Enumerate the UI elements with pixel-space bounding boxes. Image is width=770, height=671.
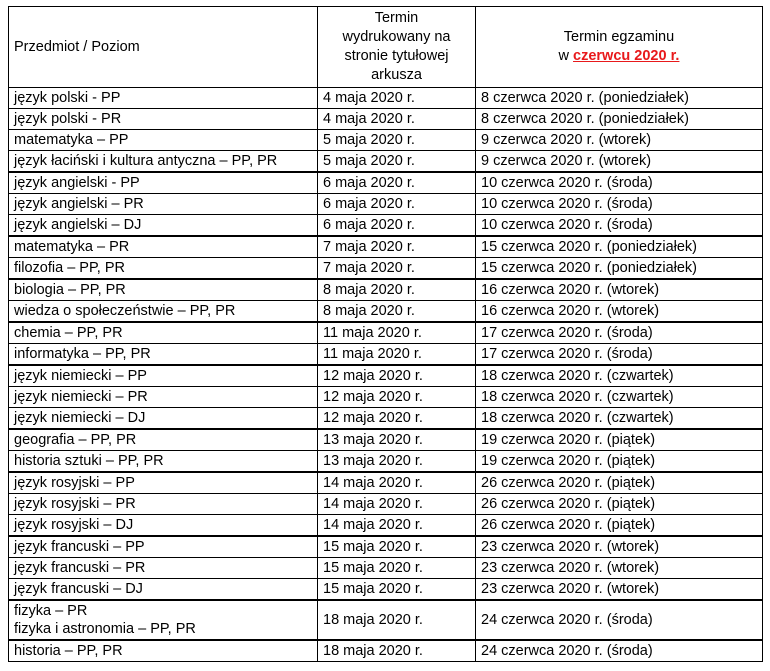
header-exam-date	[476, 7, 763, 88]
exam-date-cell: 26 czerwca 2020 r. (piątek)	[476, 494, 763, 515]
table-row	[9, 408, 763, 430]
subject-cell: język polski - PR	[9, 109, 318, 130]
exam-date-cell: 15 czerwca 2020 r. (poniedziałek)	[476, 236, 763, 258]
subject-cell: język francuski – PP	[9, 536, 318, 558]
subject-cell: język angielski - PP	[9, 172, 318, 194]
exam-date-cell: 24 czerwca 2020 r. (środa)	[476, 640, 763, 662]
subject-cell: język łaciński i kultura antyczna – PP, PR	[9, 151, 318, 173]
printed-date-cell: 4 maja 2020 r.	[318, 88, 476, 109]
table-row	[9, 258, 763, 280]
exam-date-cell: 15 czerwca 2020 r. (poniedziałek)	[476, 258, 763, 280]
exam-date-cell: 26 czerwca 2020 r. (piątek)	[476, 472, 763, 494]
table-row	[9, 600, 763, 640]
printed-date-cell: 13 maja 2020 r.	[318, 429, 476, 451]
printed-date-cell: 4 maja 2020 r.	[318, 109, 476, 130]
exam-date-cell: 18 czerwca 2020 r. (czwartek)	[476, 387, 763, 408]
subject-cell: język rosyjski – DJ	[9, 515, 318, 537]
printed-date-cell: 7 maja 2020 r.	[318, 236, 476, 258]
exam-date-cell: 24 czerwca 2020 r. (środa)	[476, 600, 763, 640]
exam-date-cell: 19 czerwca 2020 r. (piątek)	[476, 429, 763, 451]
table-row	[9, 322, 763, 344]
table-row	[9, 579, 763, 601]
printed-date-cell: 6 maja 2020 r.	[318, 215, 476, 237]
subject-cell: język niemiecki – DJ	[9, 408, 318, 430]
table-row	[9, 451, 763, 473]
exam-date-cell: 23 czerwca 2020 r. (wtorek)	[476, 579, 763, 601]
subject-cell: wiedza o społeczeństwie – PP, PR	[9, 301, 318, 323]
header-printed-date	[318, 7, 476, 88]
header-exam-prefix: w	[558, 48, 574, 64]
table-row	[9, 558, 763, 579]
printed-date-cell: 6 maja 2020 r.	[318, 194, 476, 215]
header-printed-line-3: stronie tytułowej	[344, 48, 449, 64]
table-row	[9, 515, 763, 537]
printed-date-cell: 7 maja 2020 r.	[318, 258, 476, 280]
table-row	[9, 88, 763, 109]
header-subject: Przedmiot / Poziom	[9, 7, 318, 88]
header-exam-line-1: Termin egzaminu	[563, 29, 675, 45]
subject-cell: język rosyjski – PR	[9, 494, 318, 515]
exam-date-cell: 9 czerwca 2020 r. (wtorek)	[476, 151, 763, 173]
table-row	[9, 536, 763, 558]
exam-date-cell: 8 czerwca 2020 r. (poniedziałek)	[476, 109, 763, 130]
subject-cell: język angielski – DJ	[9, 215, 318, 237]
table-row	[9, 365, 763, 387]
printed-date-cell: 18 maja 2020 r.	[318, 600, 476, 640]
subject-cell: język niemiecki – PR	[9, 387, 318, 408]
printed-date-cell: 13 maja 2020 r.	[318, 451, 476, 473]
printed-date-cell: 8 maja 2020 r.	[318, 279, 476, 301]
exam-schedule-table	[8, 6, 763, 662]
subject-cell: matematyka – PR	[9, 236, 318, 258]
exam-date-cell: 18 czerwca 2020 r. (czwartek)	[476, 365, 763, 387]
subject-cell: język polski - PP	[9, 88, 318, 109]
subject-cell	[9, 600, 318, 640]
exam-date-cell: 19 czerwca 2020 r. (piątek)	[476, 451, 763, 473]
header-printed-line-1: Termin	[374, 10, 419, 26]
exam-date-cell: 8 czerwca 2020 r. (poniedziałek)	[476, 88, 763, 109]
table-row	[9, 130, 763, 151]
subject-cell: geografia – PP, PR	[9, 429, 318, 451]
printed-date-cell: 5 maja 2020 r.	[318, 151, 476, 173]
subject-cell: biologia – PP, PR	[9, 279, 318, 301]
table-row	[9, 429, 763, 451]
table-row	[9, 494, 763, 515]
subject-cell: informatyka – PP, PR	[9, 344, 318, 366]
table-row	[9, 279, 763, 301]
subject-cell: język niemiecki – PP	[9, 365, 318, 387]
exam-date-cell: 23 czerwca 2020 r. (wtorek)	[476, 536, 763, 558]
table-row	[9, 301, 763, 323]
exam-date-cell: 10 czerwca 2020 r. (środa)	[476, 215, 763, 237]
printed-date-cell: 11 maja 2020 r.	[318, 322, 476, 344]
printed-date-cell: 14 maja 2020 r.	[318, 494, 476, 515]
printed-date-cell: 11 maja 2020 r.	[318, 344, 476, 366]
subject-cell: historia – PP, PR	[9, 640, 318, 662]
subject-cell: język francuski – PR	[9, 558, 318, 579]
exam-date-cell: 9 czerwca 2020 r. (wtorek)	[476, 130, 763, 151]
exam-date-cell: 10 czerwca 2020 r. (środa)	[476, 194, 763, 215]
header-printed-line-2: wydrukowany na	[342, 29, 451, 45]
table-row	[9, 236, 763, 258]
printed-date-cell: 12 maja 2020 r.	[318, 408, 476, 430]
exam-date-cell: 16 czerwca 2020 r. (wtorek)	[476, 279, 763, 301]
table-row	[9, 151, 763, 173]
subject-cell: filozofia – PP, PR	[9, 258, 318, 280]
header-printed-line-4: arkusza	[371, 67, 422, 83]
subject-line-1: fizyka – PR	[14, 603, 88, 619]
subject-cell: chemia – PP, PR	[9, 322, 318, 344]
exam-date-cell: 26 czerwca 2020 r. (piątek)	[476, 515, 763, 537]
printed-date-cell: 6 maja 2020 r.	[318, 172, 476, 194]
exam-date-cell: 17 czerwca 2020 r. (środa)	[476, 344, 763, 366]
subject-line-2: fizyka i astronomia – PP, PR	[14, 621, 196, 637]
subject-cell: język angielski – PR	[9, 194, 318, 215]
printed-date-cell: 12 maja 2020 r.	[318, 387, 476, 408]
printed-date-cell: 14 maja 2020 r.	[318, 515, 476, 537]
header-row	[9, 7, 763, 88]
printed-date-cell: 15 maja 2020 r.	[318, 536, 476, 558]
subject-cell: język francuski – DJ	[9, 579, 318, 601]
printed-date-cell: 15 maja 2020 r.	[318, 558, 476, 579]
table-row	[9, 109, 763, 130]
printed-date-cell: 12 maja 2020 r.	[318, 365, 476, 387]
exam-date-cell: 10 czerwca 2020 r. (środa)	[476, 172, 763, 194]
printed-date-cell: 14 maja 2020 r.	[318, 472, 476, 494]
exam-date-cell: 16 czerwca 2020 r. (wtorek)	[476, 301, 763, 323]
subject-cell: matematyka – PP	[9, 130, 318, 151]
exam-date-cell: 23 czerwca 2020 r. (wtorek)	[476, 558, 763, 579]
table-row	[9, 472, 763, 494]
subject-cell: język rosyjski – PP	[9, 472, 318, 494]
table-row	[9, 194, 763, 215]
printed-date-cell: 8 maja 2020 r.	[318, 301, 476, 323]
exam-date-cell: 18 czerwca 2020 r. (czwartek)	[476, 408, 763, 430]
exam-date-cell: 17 czerwca 2020 r. (środa)	[476, 322, 763, 344]
header-exam-highlight: czerwcu 2020 r.	[573, 48, 680, 64]
printed-date-cell: 5 maja 2020 r.	[318, 130, 476, 151]
table-row	[9, 215, 763, 237]
table-row	[9, 172, 763, 194]
table-row	[9, 640, 763, 662]
subject-cell: historia sztuki – PP, PR	[9, 451, 318, 473]
printed-date-cell: 15 maja 2020 r.	[318, 579, 476, 601]
table-row	[9, 387, 763, 408]
printed-date-cell: 18 maja 2020 r.	[318, 640, 476, 662]
table-row	[9, 344, 763, 366]
